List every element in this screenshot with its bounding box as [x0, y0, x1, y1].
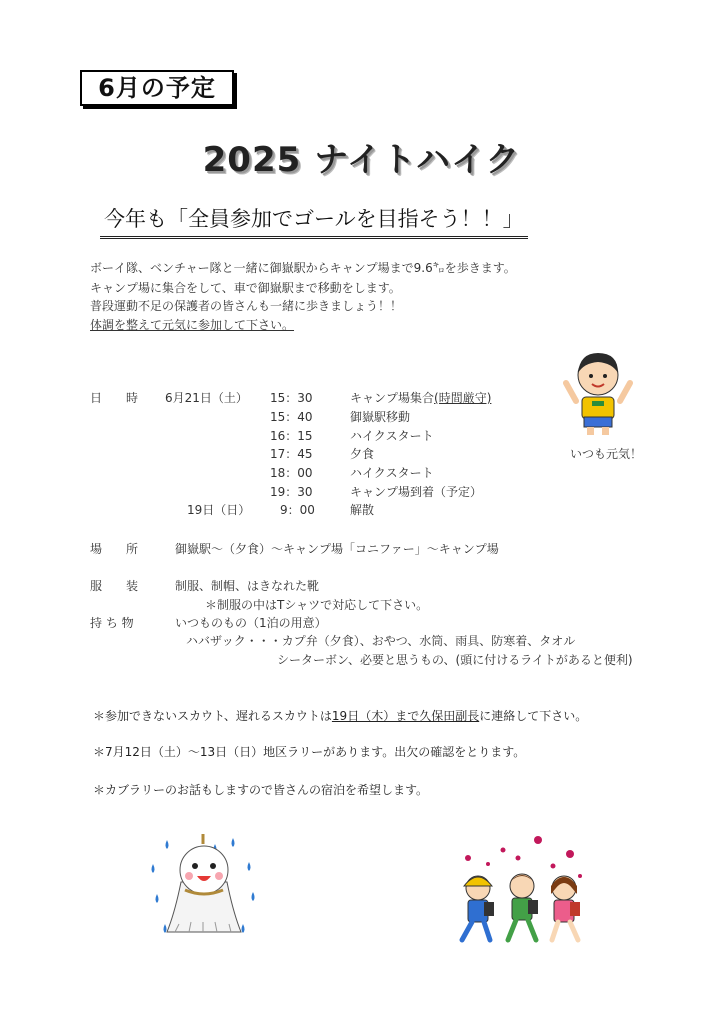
schedule-event: 解散 — [350, 503, 375, 517]
note-underlined: 19日（木）まで久保田副長 — [331, 709, 480, 723]
clothing-label: 服 装 — [90, 579, 139, 593]
schedule-time: 18：00 — [270, 466, 313, 480]
place-value: 御嶽駅～（夕食）～キャンプ場「コニファー」～キャンプ場 — [175, 542, 499, 556]
schedule-date: 19日（日） — [187, 503, 251, 517]
place-label: 場 所 — [90, 542, 139, 556]
page-title: 2025 ナイトハイク — [202, 140, 521, 180]
schedule-time: 17：45 — [270, 447, 313, 461]
note-text: に連絡して下さい。 — [479, 709, 588, 723]
note-text: ＊参加できないスカウト、遅れるスカウトは — [93, 709, 332, 723]
note-text: ＊カブラリーのお話もしますので皆さんの宿泊を希望します。 — [93, 783, 429, 797]
month-label: 6月の予定 — [80, 70, 234, 106]
schedule-event: キャンプ場到着（予定） — [350, 485, 483, 499]
schedule-event-note: (時間厳守) — [434, 391, 492, 405]
intro-line: 普段運動不足の保護者の皆さんも一緒に歩きましょう！！ — [90, 299, 403, 313]
intro-line-emphasis: 体調を整えて元気に参加して下さい。 — [90, 318, 295, 332]
schedule-event: 夕食 — [350, 447, 375, 461]
schedule-time: 16：15 — [270, 429, 313, 443]
boy-illustration — [562, 345, 634, 437]
belongings-line: ハバザック・・・カプ弁（夕食）、おやつ、水筒、雨具、防寒着、タオル — [186, 634, 576, 648]
schedule-event: 御嶽駅移動 — [350, 410, 411, 424]
teruteru-bozu-illustration — [145, 832, 265, 952]
note-line — [93, 707, 587, 724]
schedule-time: 15：40 — [270, 410, 313, 424]
belongings-line: シーターボン、必要と思うもの、(頭に付けるライトがあると便利) — [277, 653, 633, 667]
boy-caption: いつも元気！ — [570, 447, 643, 461]
schedule-label: 日 時 — [90, 391, 139, 405]
intro-line: キャンプ場に集合をして、車で御嶽駅まで移動をします。 — [90, 281, 401, 295]
schedule-event: ハイクスタート — [350, 466, 434, 480]
schedule-event: ハイクスタート — [350, 429, 434, 443]
slogan: 今年も「全員参加でゴールを目指そう！！」 — [100, 203, 528, 239]
intro-line: ボーイ隊、ベンチャー隊と一緒に御嶽駅からキャンプ場まで9.6㌔を歩きます。 — [90, 261, 516, 275]
clothing-note: ＊制服の中はTシャツで対応して下さい。 — [205, 598, 429, 612]
schedule-time: 9：00 — [280, 503, 315, 517]
note-text: ＊7月12日（土）～13日（日）地区ラリーがあります。出欠の確認をとります。 — [93, 745, 526, 759]
schedule-date: 6月21日（土） — [165, 391, 248, 405]
note-line — [93, 743, 525, 760]
schedule-event — [350, 389, 491, 406]
schedule-time: 19：30 — [270, 485, 313, 499]
schedule-time: 15：30 — [270, 391, 313, 405]
clothing-value: 制服、制帽、はきなれた靴 — [175, 579, 320, 593]
note-line — [93, 781, 428, 798]
schedule-event-text: キャンプ場集合 — [350, 391, 435, 405]
belongings-label: 持 ち 物 — [90, 616, 134, 630]
kids-walking-illustration — [448, 828, 598, 953]
belongings-value: いつものもの（1泊の用意） — [175, 616, 327, 630]
